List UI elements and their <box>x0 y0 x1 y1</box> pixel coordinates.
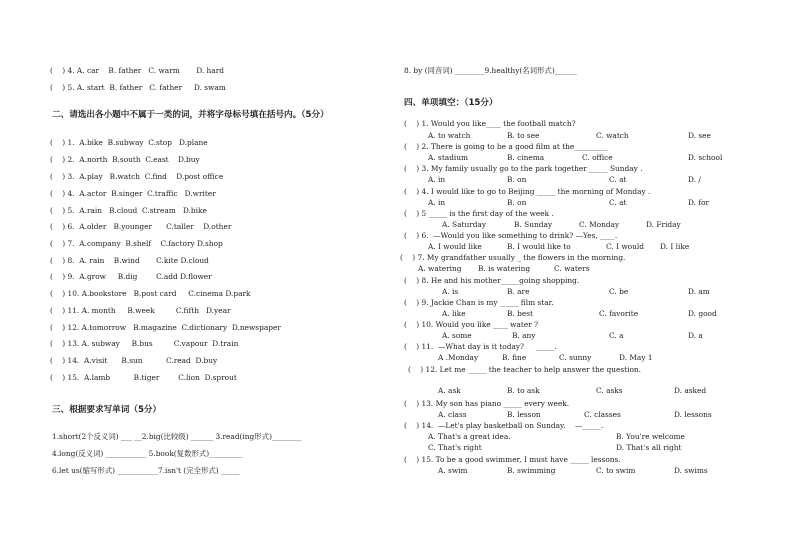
section2-item: ( ) 5. A.rain B.cloud C.stream D.bike <box>50 206 207 215</box>
option-c: C. a <box>609 331 624 340</box>
question: ( ) 4. I would like to go to Beijing _____ the morning of Monday . <box>404 187 651 196</box>
option-d: D. see <box>688 131 711 140</box>
section2-title: 二、请选出各小题中不属于一类的词，并将字母标号填在括号内。（5分） <box>52 110 329 120</box>
option-d: D. swims <box>674 466 708 475</box>
option-b: B. are <box>507 287 530 296</box>
option-d: D. That's all right <box>616 443 682 452</box>
option-c: C. at <box>609 175 627 184</box>
option-d: D. I like <box>660 242 690 251</box>
section2-item: ( ) 9. A.grow B.dig C.add D.flower <box>50 272 212 281</box>
option-c: C. Monday <box>579 220 620 229</box>
option-a: A. That's a great idea. <box>428 432 511 441</box>
question: ( ) 1. Would you like____ the football match? <box>404 119 576 128</box>
option-a: A. class <box>438 410 467 419</box>
option-a: A. I would like <box>428 242 482 251</box>
section2-item: ( ) 10. A.bookstore B.post card C.cinema D.park <box>50 289 251 298</box>
option-a: A. is <box>442 287 459 296</box>
option-d: D. school <box>688 153 723 162</box>
option-c: C. That's right <box>428 443 482 452</box>
question: ( ) 13. My son has piano _____ every week. <box>404 399 570 408</box>
option-b: B. cinema <box>507 153 545 162</box>
question: ( ) 14. —Let's play basketball on Sunday. —_____. <box>404 421 604 430</box>
option-b: B. to see <box>507 131 540 140</box>
section2-item: ( ) 6. A.older B.younger C.taller D.other <box>50 222 232 231</box>
question: ( ) 6. —Would you like something to drink? —Yes, ____. <box>404 231 618 240</box>
option-c: C. to swim <box>596 466 636 475</box>
question: ( ) 8. He and his mother_____going shopping. <box>404 276 580 285</box>
option-a: A. some <box>442 331 472 340</box>
section2-item: ( ) 13. A. subway B.bus C.vapour D.train <box>50 339 239 348</box>
section2-item: ( ) 2. A.north B.south C.east D.buy <box>50 155 200 164</box>
option-b: B. to ask <box>507 386 540 395</box>
question: ( ) 11. —What day is it today? _____. <box>404 342 557 351</box>
option-a: A. to watch <box>428 131 471 140</box>
option-a: A. like <box>442 309 466 318</box>
option-c: C. office <box>582 153 613 162</box>
option-c: C. favorite <box>599 309 639 318</box>
option-a: A. stadium <box>428 153 469 162</box>
section2-item: ( ) 11. A. month B.week C.fifth D.year <box>50 306 231 315</box>
option-b: B. lesson <box>507 410 541 419</box>
option-d: D. for <box>688 198 710 207</box>
option-b: B. on <box>507 198 527 207</box>
option-d: D. am <box>688 287 710 296</box>
option-c: C. waters <box>554 264 590 273</box>
section2-item: ( ) 8. A. rain B.wind C.kite D.cloud <box>50 256 209 265</box>
left-top-line-2: ( ) 5. A. start B. father C. father D. swam <box>50 83 226 92</box>
option-d: D. asked <box>674 386 707 395</box>
question: ( ) 3. My family usually go to the park together _____ Sunday . <box>404 164 643 173</box>
question: ( ) 15. To be a good swimmer, I must have _____ lessons. <box>404 455 621 464</box>
question: ( ) 7. My grandfather usually _ the flowers in the morning. <box>400 253 626 262</box>
section3-item: 4.long(反义词) ___________ 5.book(复数形式)_________ <box>52 449 243 458</box>
option-d: D. Friday <box>646 220 681 229</box>
section3-title: 三、根据要求写单词（5分） <box>52 405 162 415</box>
option-d: D. / <box>688 175 701 184</box>
option-b: B. on <box>507 175 527 184</box>
option-a: A. in <box>428 175 446 184</box>
option-b: B. You're welcome <box>616 432 685 441</box>
option-c: C. classes <box>584 410 621 419</box>
section2-item: ( ) 12. A.tomorrow B.magazine C.dictionary D.newspaper <box>50 323 281 332</box>
left-top-line-1: ( ) 4. A. car B. father C. warm D. hard <box>50 66 224 75</box>
option-a: A. watering <box>418 264 462 273</box>
option-c: C. sunny <box>559 353 592 362</box>
section2-item: ( ) 1. A.bike B.subway C.stop D.plane <box>50 138 208 147</box>
option-b: B. any <box>512 331 536 340</box>
option-d: D. a <box>688 331 703 340</box>
question: ( ) 2. There is going to be a good film at the_________ <box>404 142 608 151</box>
option-b: B. fine <box>502 353 527 362</box>
section2-item: ( ) 3. A.play B.watch C.find D.post office <box>50 172 224 181</box>
section2-item: ( ) 15. A.lamb B.tiger C.lion D.sprout <box>50 373 237 382</box>
question: ( ) 9. Jackie Chan is my _____ film star. <box>404 298 554 307</box>
option-c: C. watch <box>596 131 629 140</box>
option-b: B. is watering <box>478 264 531 273</box>
section3-item: 6.let us(缩写形式) ___________7.isn't (完全形式) _____ <box>52 466 240 475</box>
option-d: D. lessons <box>674 410 712 419</box>
option-c: C. asks <box>596 386 623 395</box>
option-b: B. Sunday <box>514 220 553 229</box>
section2-item: ( ) 14. A.visit B.sun C.read D.buy <box>50 356 218 365</box>
option-a: A. ask <box>438 386 461 395</box>
option-b: B. I would like to <box>507 242 571 251</box>
option-c: C. I would <box>606 242 644 251</box>
option-d: D. May 1 <box>619 353 653 362</box>
option-a: A. swim <box>438 466 468 475</box>
section3-item: 1.short(2个反义词) ___ __2.big(比较级) ______ 3.read(ing形式)________ <box>52 432 302 441</box>
option-b: B. swimming <box>507 466 556 475</box>
option-d: D. good <box>688 309 717 318</box>
option-c: C. be <box>609 287 629 296</box>
question: ( ) 10. Would you like ____ water ? <box>404 320 539 329</box>
question: ( ) 5 _____ is the first day of the week . <box>404 209 554 218</box>
option-a: A .Monday <box>438 353 479 362</box>
section2-item: ( ) 4. A.actor B.singer C.traffic D.writer <box>50 189 216 198</box>
option-a: A. in <box>428 198 446 207</box>
section4-title: 四、单项填空：（15分） <box>404 98 498 108</box>
option-c: C. at <box>609 198 627 207</box>
option-a: A. Saturday <box>442 220 487 229</box>
option-b: B. best <box>507 309 533 318</box>
question: ( ) 12. Let me _____ the teacher to help answer the question. <box>408 365 642 374</box>
right-top-line: 8. by (同音词) ________9.healthy(名词形式)______ <box>404 66 577 75</box>
section2-item: ( ) 7. A.company B.shelf C.factory D.shop <box>50 239 223 248</box>
